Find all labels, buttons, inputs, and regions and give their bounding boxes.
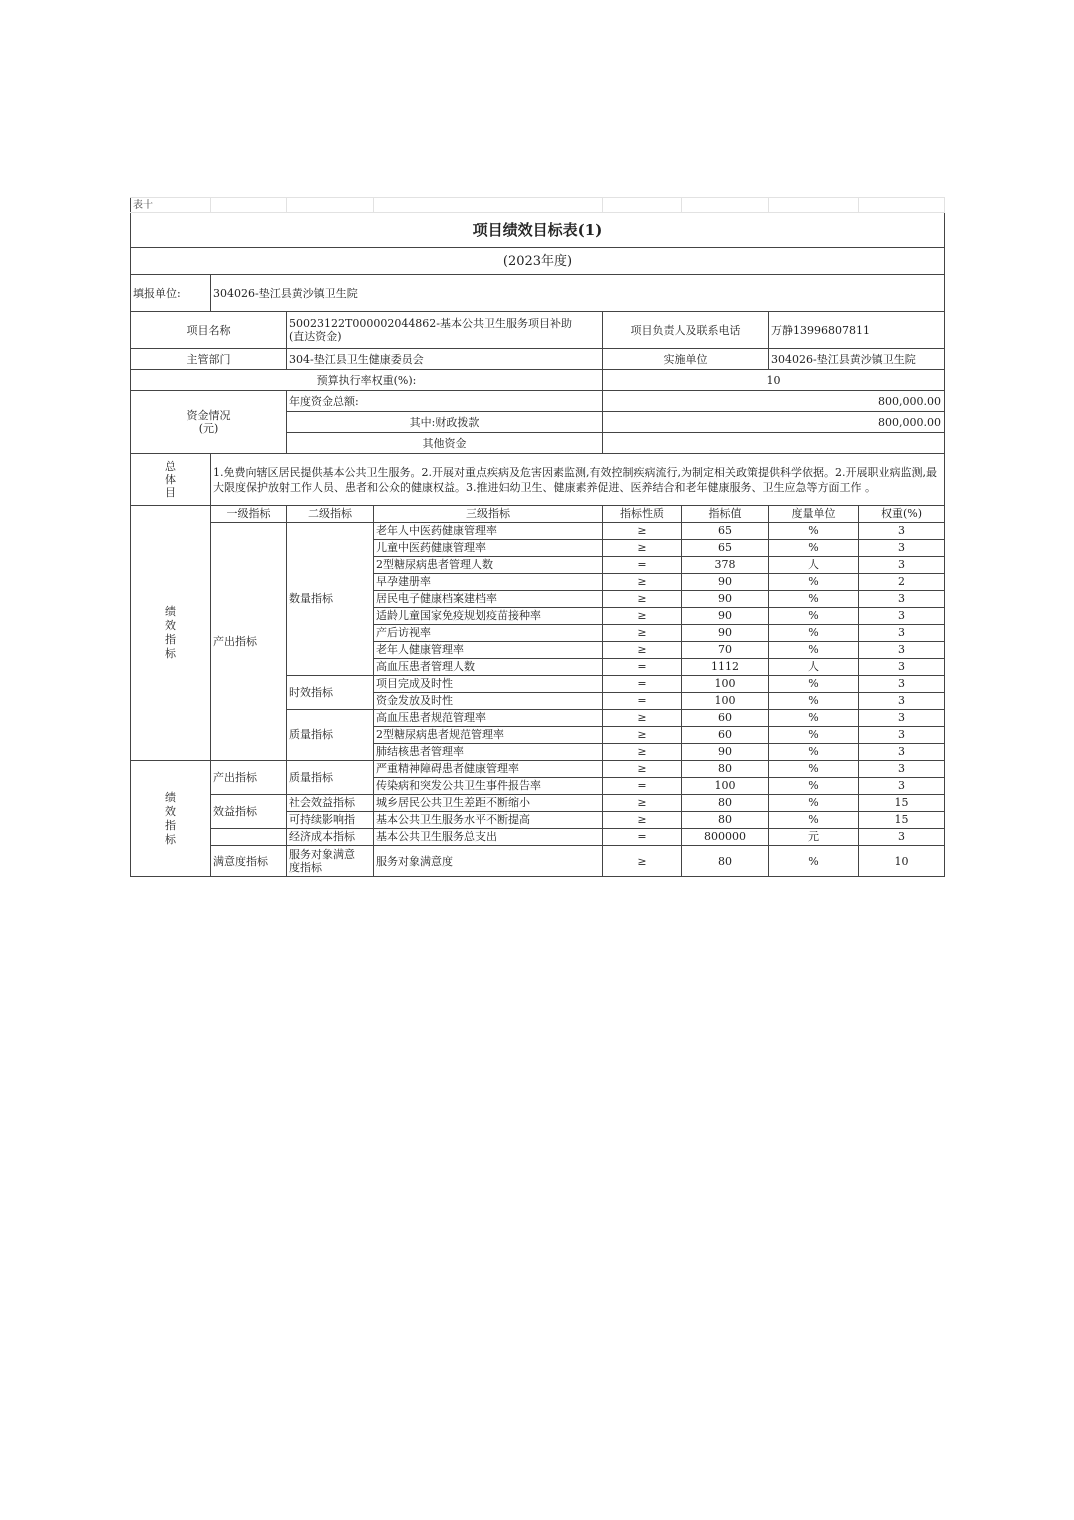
indicator-value: 70 — [682, 642, 769, 659]
indicator-unit: 人 — [769, 659, 859, 676]
indicator-name: 城乡居民公共卫生差距不断缩小 — [374, 795, 603, 812]
goal-label-char: 目 — [165, 486, 176, 499]
unit-label: 填报单位: — [131, 275, 211, 312]
contact-value: 万静13996807811 — [769, 312, 945, 349]
section1-label — [131, 506, 211, 761]
indicator-weight: 3 — [859, 523, 945, 540]
indicator-weight: 3 — [859, 557, 945, 574]
indicator-weight: 3 — [859, 693, 945, 710]
funds-total-label: 年度资金总额: — [287, 391, 603, 412]
table-tag: 表十 — [131, 198, 211, 213]
indicator-unit: % — [769, 795, 859, 812]
goal-label — [131, 454, 211, 506]
performance-target-sheet — [130, 197, 944, 877]
funds-other-value — [603, 433, 945, 454]
section-label-char: 效 — [165, 804, 176, 818]
header-value: 指标值 — [682, 506, 769, 523]
funds-fiscal-label: 其中:财政拨款 — [287, 412, 603, 433]
header-nature: 指标性质 — [603, 506, 682, 523]
indicator-name: 适龄儿童国家免疫规划疫苗接种率 — [374, 608, 603, 625]
indicator-value: 100 — [682, 693, 769, 710]
indicator-unit: % — [769, 523, 859, 540]
level2-sustain: 可持续影响指 — [287, 812, 374, 829]
indicator-value: 90 — [682, 625, 769, 642]
indicator-nature: = — [603, 557, 682, 574]
indicator-name: 项目完成及时性 — [374, 676, 603, 693]
indicator-weight: 10 — [859, 846, 945, 877]
indicator-value: 90 — [682, 591, 769, 608]
header-level2: 二级指标 — [287, 506, 374, 523]
budget-weight-value: 10 — [603, 370, 945, 391]
indicator-value: 65 — [682, 523, 769, 540]
indicator-weight: 3 — [859, 744, 945, 761]
funds-label-line1: 资金情况 — [186, 409, 231, 422]
indicator-value: 60 — [682, 727, 769, 744]
indicator-name: 早孕建册率 — [374, 574, 603, 591]
level2-service-satisfaction — [287, 846, 374, 877]
year-label: (2023年度) — [131, 248, 945, 275]
impl-value: 304026-垫江县黄沙镇卫生院 — [769, 349, 945, 370]
indicator-weight: 3 — [859, 676, 945, 693]
indicator-weight: 3 — [859, 608, 945, 625]
indicator-name: 传染病和突发公共卫生事件报告率 — [374, 778, 603, 795]
indicator-nature: ≥ — [603, 523, 682, 540]
indicator-unit: % — [769, 676, 859, 693]
section-label-char: 指 — [165, 633, 176, 646]
indicator-name: 高血压患者规范管理率 — [374, 710, 603, 727]
indicator-value: 90 — [682, 744, 769, 761]
indicator-value: 378 — [682, 557, 769, 574]
indicator-name: 肺结核患者管理率 — [374, 744, 603, 761]
indicator-value: 80 — [682, 795, 769, 812]
indicator-weight: 3 — [859, 829, 945, 846]
project-name-value — [287, 312, 603, 349]
project-name-line1: 50023122T000002044862-基本公共卫生服务项目补助 — [289, 317, 573, 330]
indicator-unit: % — [769, 540, 859, 557]
dept-label: 主管部门 — [131, 349, 287, 370]
unit-value: 304026-垫江县黄沙镇卫生院 — [211, 275, 945, 312]
indicator-weight: 15 — [859, 812, 945, 829]
indicator-nature: = — [603, 778, 682, 795]
indicator-unit: % — [769, 744, 859, 761]
level1-satisfaction: 满意度指标 — [211, 846, 287, 877]
indicator-value: 80 — [682, 761, 769, 778]
performance-table — [130, 197, 945, 877]
project-name-line2: (直达资金) — [289, 330, 342, 343]
table-row — [131, 829, 945, 846]
indicator-name: 2型糖尿病患者管理人数 — [374, 557, 603, 574]
indicator-weight: 15 — [859, 795, 945, 812]
indicator-nature: = — [603, 829, 682, 846]
indicator-unit: % — [769, 574, 859, 591]
impl-label: 实施单位 — [603, 349, 769, 370]
indicator-unit: % — [769, 812, 859, 829]
section-label-char: 效 — [165, 619, 176, 632]
level1-output: 产出指标 — [211, 523, 287, 761]
indicator-name: 基本公共卫生服务水平不断提高 — [374, 812, 603, 829]
goal-label-char: 总 — [165, 460, 176, 473]
indicator-name: 2型糖尿病患者规范管理率 — [374, 727, 603, 744]
indicator-weight: 3 — [859, 710, 945, 727]
indicator-value: 60 — [682, 710, 769, 727]
goal-label-char: 体 — [165, 473, 176, 486]
indicator-nature: ≥ — [603, 744, 682, 761]
indicator-name: 高血压患者管理人数 — [374, 659, 603, 676]
indicator-nature: ≥ — [603, 727, 682, 744]
indicator-weight: 3 — [859, 761, 945, 778]
indicator-value: 800000 — [682, 829, 769, 846]
indicator-nature: = — [603, 659, 682, 676]
indicator-nature: = — [603, 693, 682, 710]
dept-value: 304-垫江县卫生健康委员会 — [287, 349, 603, 370]
indicator-unit: % — [769, 727, 859, 744]
table-row — [131, 846, 945, 877]
contact-label: 项目负责人及联系电话 — [603, 312, 769, 349]
indicator-weight: 3 — [859, 540, 945, 557]
header-level3: 三级指标 — [374, 506, 603, 523]
table-row — [131, 795, 945, 812]
indicator-unit: % — [769, 625, 859, 642]
indicator-nature: ≥ — [603, 812, 682, 829]
section-label-char: 绩 — [165, 605, 176, 618]
indicator-name: 老年人健康管理率 — [374, 642, 603, 659]
indicator-unit: % — [769, 846, 859, 877]
indicator-unit: % — [769, 608, 859, 625]
indicator-name: 服务对象满意度 — [374, 846, 603, 877]
funds-label — [131, 391, 287, 454]
header-weight: 权重(%) — [859, 506, 945, 523]
indicator-name: 儿童中医药健康管理率 — [374, 540, 603, 557]
indicator-value: 1112 — [682, 659, 769, 676]
indicator-value: 80 — [682, 812, 769, 829]
indicator-unit: % — [769, 591, 859, 608]
header-unit: 度量单位 — [769, 506, 859, 523]
level1-output-2: 产出指标 — [211, 761, 287, 795]
indicator-weight: 3 — [859, 625, 945, 642]
indicator-nature: ≥ — [603, 846, 682, 877]
level2-social: 社会效益指标 — [287, 795, 374, 812]
indicator-name: 资金发放及时性 — [374, 693, 603, 710]
funds-other-label: 其他资金 — [287, 433, 603, 454]
indicator-unit: 人 — [769, 557, 859, 574]
indicator-unit: % — [769, 642, 859, 659]
indicator-weight: 3 — [859, 778, 945, 795]
indicator-value: 100 — [682, 778, 769, 795]
page-title: 项目绩效目标表(1) — [131, 213, 945, 248]
funds-label-line2: (元) — [198, 422, 219, 435]
indicator-nature: ≥ — [603, 761, 682, 778]
indicator-name: 产后访视率 — [374, 625, 603, 642]
level2-quality-2: 质量指标 — [287, 761, 374, 795]
section-label-char: 指 — [165, 818, 176, 832]
indicator-unit: 元 — [769, 829, 859, 846]
level2-quantity: 数量指标 — [287, 523, 374, 676]
indicator-weight: 3 — [859, 659, 945, 676]
funds-fiscal-value: 800,000.00 — [603, 412, 945, 433]
level2-service-sat-line1: 服务对象满意 — [289, 848, 355, 861]
funds-total-value: 800,000.00 — [603, 391, 945, 412]
indicator-nature: ≥ — [603, 625, 682, 642]
indicator-unit: % — [769, 761, 859, 778]
indicator-weight: 2 — [859, 574, 945, 591]
indicator-name: 老年人中医药健康管理率 — [374, 523, 603, 540]
indicator-weight: 3 — [859, 591, 945, 608]
level1-cost-empty — [211, 829, 287, 846]
indicator-value: 100 — [682, 676, 769, 693]
indicator-name: 基本公共卫生服务总支出 — [374, 829, 603, 846]
goal-text: 1.免费向辖区居民提供基本公共卫生服务。2.开展对重点疾病及危害因素监测,有效控制疾病流行,为制定相关政策提供科学依据。2.开展职业病监测,最大限度保护放射工作人员、患者和公众的健康权益。3.推进妇幼卫生、健康素养促进、医养结合和老年健康服务、卫生应急等方面工作 。 — [211, 454, 945, 506]
indicator-nature: ≥ — [603, 642, 682, 659]
table-row — [131, 523, 945, 540]
indicator-unit: % — [769, 710, 859, 727]
indicator-nature: ≥ — [603, 591, 682, 608]
indicator-nature: = — [603, 676, 682, 693]
section-label-char: 标 — [165, 647, 176, 660]
table-row — [131, 761, 945, 778]
level2-service-sat-line2: 度指标 — [289, 861, 322, 874]
indicator-nature: ≥ — [603, 540, 682, 557]
indicator-value: 90 — [682, 608, 769, 625]
level2-quality: 质量指标 — [287, 710, 374, 761]
indicator-nature: ≥ — [603, 710, 682, 727]
indicator-name: 居民电子健康档案建档率 — [374, 591, 603, 608]
level1-benefit: 效益指标 — [211, 795, 287, 829]
indicator-name: 严重精神障碍患者健康管理率 — [374, 761, 603, 778]
section2-label — [131, 761, 211, 877]
indicator-nature: ≥ — [603, 795, 682, 812]
header-level1: 一级指标 — [211, 506, 287, 523]
level2-cost: 经济成本指标 — [287, 829, 374, 846]
section-label-char: 绩 — [165, 790, 176, 804]
level2-time: 时效指标 — [287, 676, 374, 710]
project-name-label: 项目名称 — [131, 312, 287, 349]
indicator-unit: % — [769, 693, 859, 710]
budget-weight-label: 预算执行率权重(%): — [131, 370, 603, 391]
indicator-value: 80 — [682, 846, 769, 877]
section-label-char: 标 — [165, 832, 176, 846]
indicator-unit: % — [769, 778, 859, 795]
indicator-value: 65 — [682, 540, 769, 557]
indicator-nature: ≥ — [603, 608, 682, 625]
indicator-value: 90 — [682, 574, 769, 591]
indicator-weight: 3 — [859, 727, 945, 744]
indicator-nature: ≥ — [603, 574, 682, 591]
indicator-weight: 3 — [859, 642, 945, 659]
